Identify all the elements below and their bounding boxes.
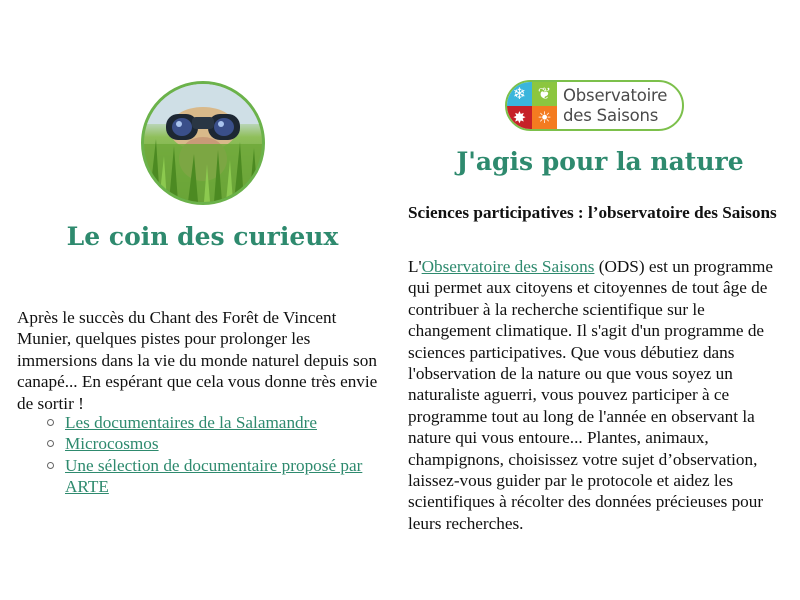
list-item — [65, 433, 402, 454]
list-item — [65, 412, 402, 433]
ods-description — [408, 256, 790, 534]
logo-line-1: Observatoire — [563, 85, 668, 105]
body-text: (ODS) est un programme qui permet aux citoyens et citoyennes de tout âge de contribuer à la recherche scientifique sur le changement climatique. Il s'agit d'un programme de sciences participatives. Que vous débutiez dans l'observation de la nature ou que vous soyez un naturaliste aguerri, vous pouvez participer à ce programme tout au long de l'année en observant la nature qui vous entoure... Plantes, animaux, champignons, choisissez votre sujet d’observation, laissez-vous guider par le protocole et aidez les scientifiques à récolter des données précieuses pour leurs recherches. — [408, 257, 773, 533]
ods-subheading: Sciences participatives : l’observatoire des Saisons — [408, 203, 777, 222]
link-observatoire-des-saisons[interactable]: Observatoire des Saisons — [421, 257, 595, 276]
curious-corner-title: Le coin des curieux — [66, 222, 339, 251]
body-prefix: L' — [408, 257, 422, 276]
binoculars-person-image — [144, 84, 262, 202]
maple-leaf-icon: ✸ — [507, 106, 532, 130]
link-salamandre-documentaries[interactable]: Les documentaires de la Salamandre — [65, 413, 317, 432]
leaf-icon: ❦ — [532, 82, 557, 106]
act-for-nature-title: J'agis pour la nature — [456, 147, 744, 176]
logo-wordmark — [557, 86, 667, 126]
documentary-links-list — [17, 412, 402, 498]
binoculars-photo — [141, 81, 265, 205]
circle-bullet-icon — [47, 462, 54, 469]
snowflake-icon: ❄ — [507, 82, 532, 106]
link-arte-selection[interactable]: Une sélection de documentaire proposé par ARTE — [65, 455, 363, 497]
circle-bullet-icon — [47, 419, 54, 426]
sun-icon: ☀ — [532, 106, 557, 130]
list-item — [65, 455, 402, 498]
circle-bullet-icon — [47, 440, 54, 447]
logo-line-2: des Saisons — [563, 105, 659, 125]
intro-paragraph: Après le succès du Chant des Forêt de Vincent Munier, quelques pistes pour prolonger les immersions dans la vie du monde naturel depuis son canapé... En espérant que cela vous donne très envie de sortir ! — [17, 308, 378, 413]
observatoire-des-saisons-logo — [505, 80, 684, 131]
link-microcosmos[interactable]: Microcosmos — [65, 434, 159, 454]
seasons-tiles — [507, 82, 557, 130]
